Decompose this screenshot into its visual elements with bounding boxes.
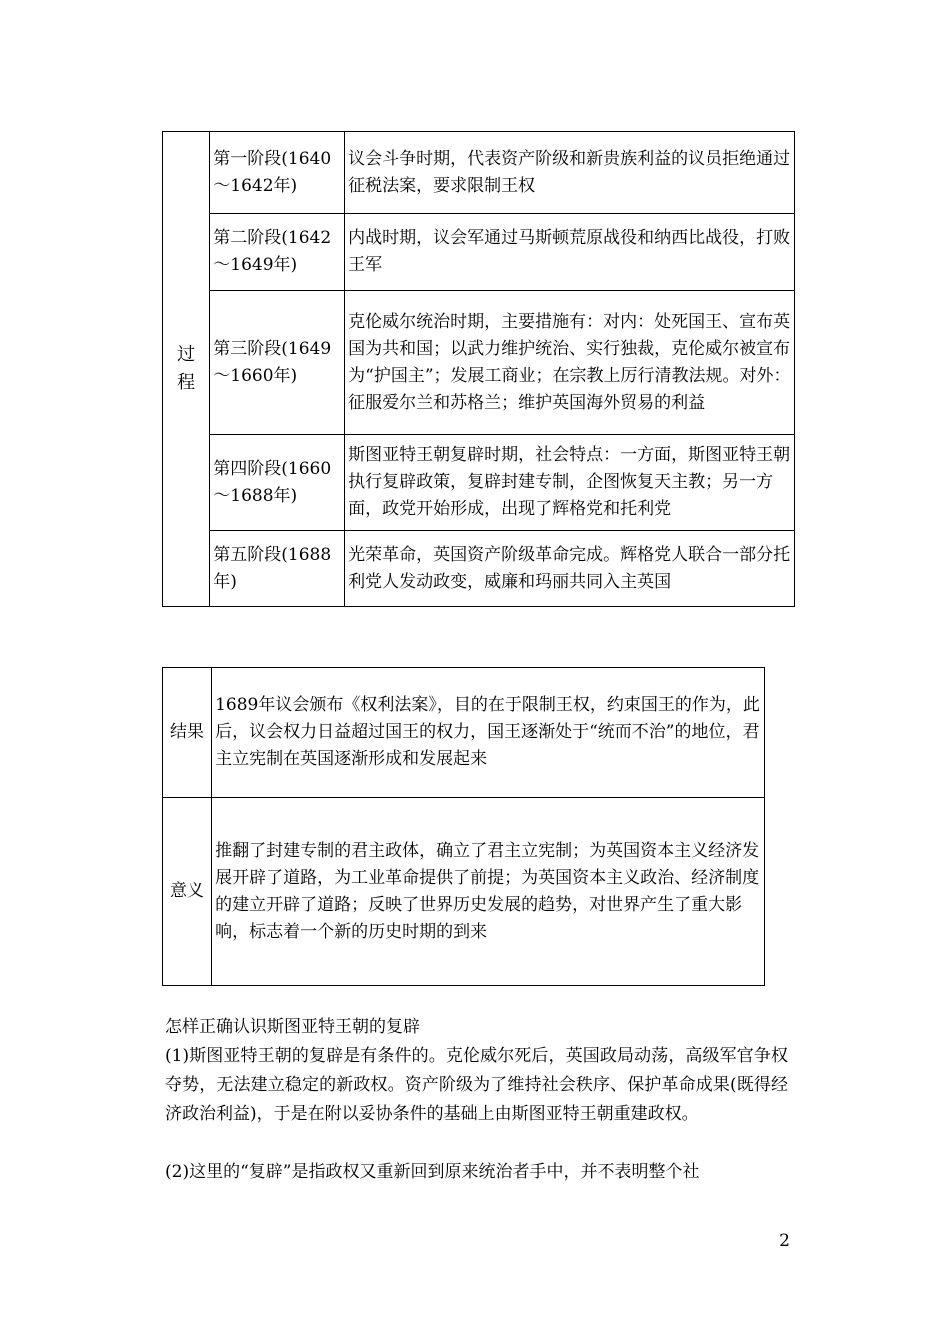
result-label: 结果 — [163, 668, 212, 798]
section-heading: 怎样正确认识斯图亚特王朝的复辟 — [165, 1017, 420, 1037]
stage-description: 克伦威尔统治时期，主要措施有：对内：处死国王、宣布英国为共和国；以武力维护统治、实行独裁，克伦威尔被宣布为“护国主”；发展工商业；在宗教上厉行清教法规。对外：征服爱尔兰和苏格兰；维护英国海外贸易的利益 — [345, 291, 795, 435]
table-row — [163, 132, 795, 214]
stage-name: 第四阶段(1660～1688年) — [210, 435, 345, 531]
table-row — [163, 668, 765, 798]
stage-description: 斯图亚特王朝复辟时期，社会特点：一方面，斯图亚特王朝执行复辟政策，复辟封建专制，企图恢复天主教；另一方面，政党开始形成，出现了辉格党和托利党 — [345, 435, 795, 531]
stage-name: 第五阶段(1688年) — [210, 531, 345, 607]
process-table — [162, 131, 795, 607]
stage-name: 第一阶段(1640～1642年) — [210, 132, 345, 214]
table-row — [163, 531, 795, 607]
paragraph: (2)这里的“复辟”是指政权又重新回到原来统治者手中，并不表明整个社 — [165, 1162, 700, 1182]
significance-description: 推翻了封建专制的君主政体，确立了君主立宪制；为英国资本主义经济发展开辟了道路，为工业革命提供了前提；为英国资本主义政治、经济制度的建立开辟了道路；反映了世界历史发展的趋势，对世界产生了重大影响，标志着一个新的历史时期的到来 — [212, 798, 765, 986]
table-row — [163, 435, 795, 531]
process-label: 过 程 — [177, 344, 196, 393]
process-label-cell — [163, 132, 210, 607]
page-number: 2 — [779, 1231, 790, 1251]
stage-description: 内战时期，议会军通过马斯顿荒原战役和纳西比战役，打败王军 — [345, 214, 795, 291]
table-row — [163, 214, 795, 291]
paragraph: (1)斯图亚特王朝的复辟是有条件的。克伦威尔死后，英国政局动荡，高级军官争权夺势，无法建立稳定的新政权。资产阶级为了维持社会秩序、保护革命成果(既得经济政治利益)，于是在附以妥协条件的基础上由斯图亚特王朝重建政权。 — [165, 1046, 788, 1124]
stage-description: 光荣革命，英国资产阶级革命完成。辉格党人联合一部分托利党人发动政变，威廉和玛丽共同入主英国 — [345, 531, 795, 607]
stage-description: 议会斗争时期，代表资产阶级和新贵族利益的议员拒绝通过征税法案，要求限制王权 — [345, 132, 795, 214]
result-description: 1689年议会颁布《权利法案》，目的在于限制王权，约束国王的作为，此后，议会权力日益超过国王的权力，国王逐渐处于“统而不治”的地位，君主立宪制在英国逐渐形成和发展起来 — [212, 668, 765, 798]
stage-name: 第二阶段(1642～1649年) — [210, 214, 345, 291]
stage-name: 第三阶段(1649～1660年) — [210, 291, 345, 435]
significance-label: 意义 — [163, 798, 212, 986]
outcome-table — [162, 667, 765, 986]
table-row — [163, 798, 765, 986]
table-row — [163, 291, 795, 435]
